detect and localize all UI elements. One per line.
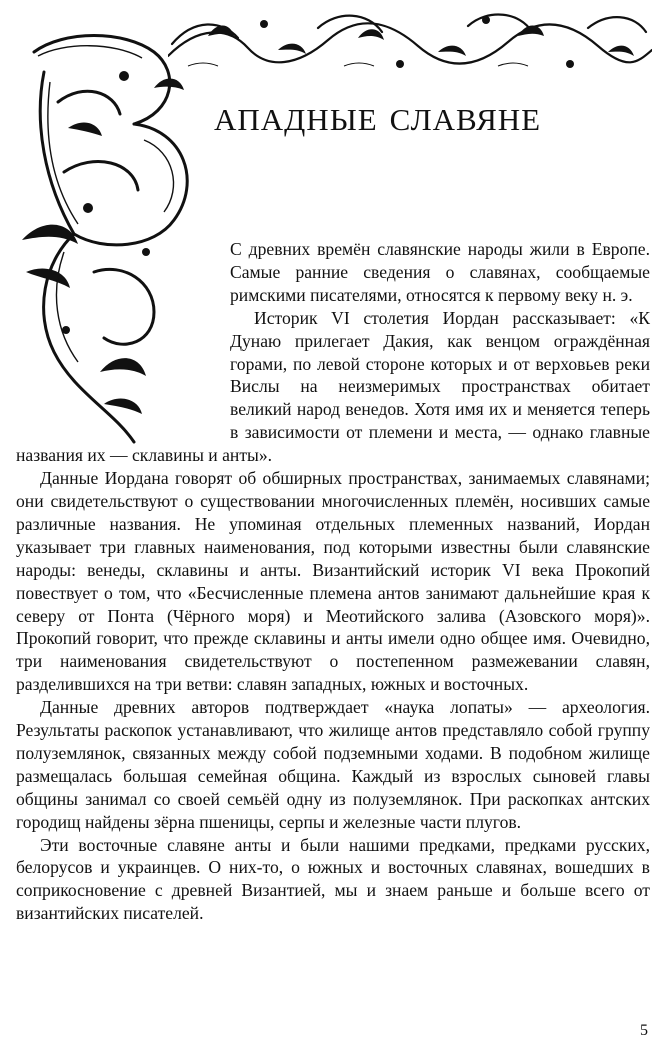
paragraph: С древних времён славянские народы жили в Европе. Самые ранние сведения о славянах, сообщаемые римскими писателями, относятся к первому веку н. э. xyxy=(230,239,650,305)
paragraph: Данные древних авторов подтверждает «наука лопаты» — археология. Результаты раскопок устанавливают, что жилище антов представляло собой группу полуземлянок, связанных между собой подземными ходами. В подобном жилище размещалась большая семейная община. Каждый из взрослых сыновей главы общины занимал со своей семьёй одну из полуземлянок. При раскопках антских городищ найдены зёрна пшеницы, серпы и железные части плугов. xyxy=(16,697,650,832)
paragraph: Данные Иордана говорят об обширных пространствах, занимаемых славянами; они свидетельствуют о существовании многочисленных племён, носивших самые различные названия. Не упоминая отдельных племенных названий, Иордан указывает три главных наименования, под которыми известны были славянские народы: венеды, склавины и анты. Византийский историк VI века Прокопий повествует о том, что «Бесчисленные племена антов занимают дальнейшие края к северу от Понта (Чёрного моря) и Меотийского залива (Азовского моря)». Прокопий говорит, что прежде склавины и анты имели одно общее имя. Очевидно, три наименования свидетельствуют о постепенном размежевании славян, разделившихся на три ветви: славян западных, южных и восточных. xyxy=(16,468,650,695)
decorative-header-band xyxy=(168,6,652,78)
page-title: ападные славяне xyxy=(214,91,542,140)
article-body xyxy=(16,238,650,925)
drop-cap-space xyxy=(16,238,230,443)
page-number: 5 xyxy=(640,1022,648,1039)
paragraph: Историк VI столетия Иордан рассказывает: «К Дунаю прилегает Дакия, как венцом ограждённая горами, по левой стороне которых и от верховьев реки Вислы на неизмеримых пространствах обитает великий народ венедов. Хотя имя их и меняется теперь в зависимости от племени и места, — однако главные названия их — склавины и анты». xyxy=(16,307,650,466)
paragraph: Эти восточные славяне анты и были нашими предками, предками русских, белорусов и украинцев. О них-то, о южных и восточных славянах, вошедших в соприкосновение с древней Византией, мы и знаем раньше и больше всего от византийских писателей. xyxy=(16,834,650,924)
